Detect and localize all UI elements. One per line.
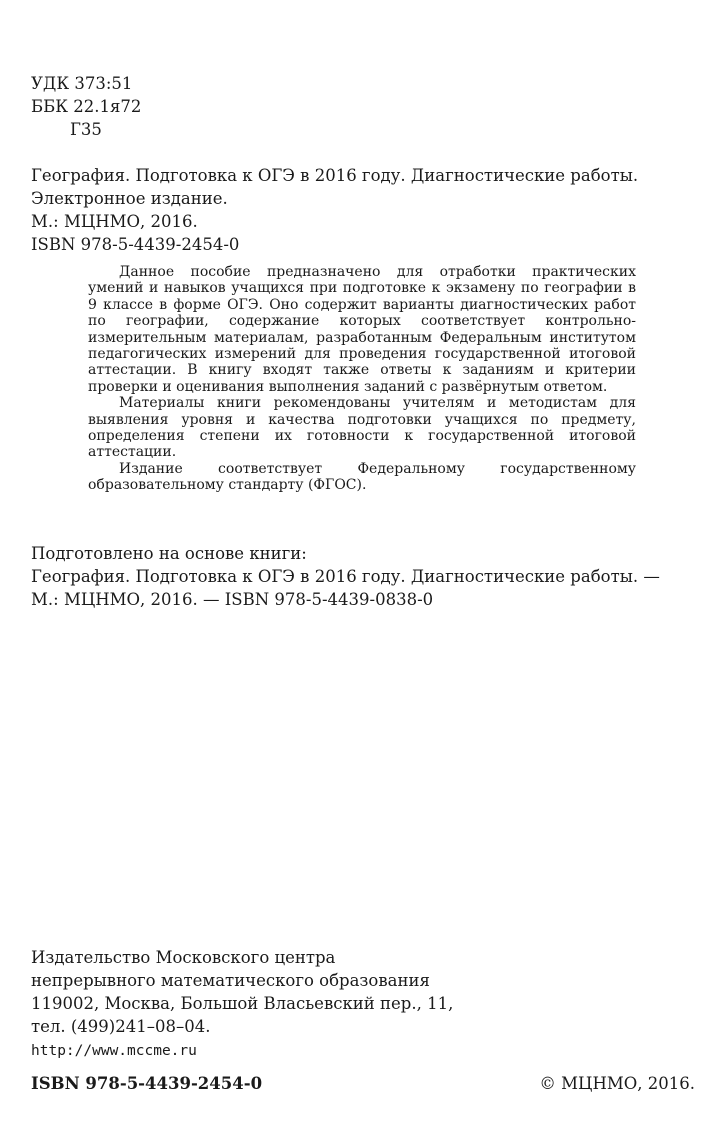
abstract-paragraph: Материалы книги рекомендованы учителям и методистам для выявления уровня и качества подготовки учащихся по предмету, определения степени их готовности к государственной итоговой аттестации.	[88, 395, 636, 461]
source-line-2: М.: МЦНМО, 2016. — ISBN 978-5-4439-0838-0	[31, 590, 434, 609]
imprint-line: М.: МЦНМО, 2016.	[31, 212, 198, 231]
author-mark: Г35	[70, 120, 102, 139]
abstract	[88, 264, 636, 494]
abstract-paragraph: Издание соответствует Федеральному государственному образовательному стандарту (ФГОС).	[88, 460, 636, 494]
bbk-code: ББК 22.1я72	[31, 97, 142, 116]
publisher-address: 119002, Москва, Большой Власьевский пер., 11,	[31, 994, 454, 1013]
isbn-line: ISBN 978-5-4439-2454-0	[31, 235, 240, 254]
publisher-name-line-1: Издательство Московского центра	[31, 948, 336, 967]
book-title-line: География. Подготовка к ОГЭ в 2016 году. Диагностические работы.	[31, 166, 639, 185]
source-heading: Подготовлено на основе книги:	[31, 544, 307, 563]
abstract-paragraph: Данное пособие предназначено для отработки практических умений и навыков учащихся при подготовке к экзамену по географии в 9 классе в форме ОГЭ. Оно содержит варианты диагностических работ по географии, содержание которых соответствует контрольно-измерительным материалам, разработанным Федеральным институтом педагогических измерений для проведения государственной итоговой аттестации. В книгу входят также ответы к заданиям и критерии проверки и оценивания выполнения заданий с развёрнутым ответом.	[88, 264, 636, 395]
footer-isbn: ISBN 978-5-4439-2454-0	[31, 1074, 263, 1093]
source-line-1: География. Подготовка к ОГЭ в 2016 году. Диагностические работы. —	[31, 567, 660, 586]
udk-code: УДК 373:51	[31, 74, 133, 93]
footer-copyright: © МЦНМО, 2016.	[539, 1074, 695, 1093]
publisher-url[interactable]: http://www.mccme.ru	[31, 1043, 197, 1059]
publisher-phone: тел. (499)241–08–04.	[31, 1017, 211, 1036]
publisher-name-line-2: непрерывного математического образования	[31, 971, 430, 990]
edition-line: Электронное издание.	[31, 189, 228, 208]
